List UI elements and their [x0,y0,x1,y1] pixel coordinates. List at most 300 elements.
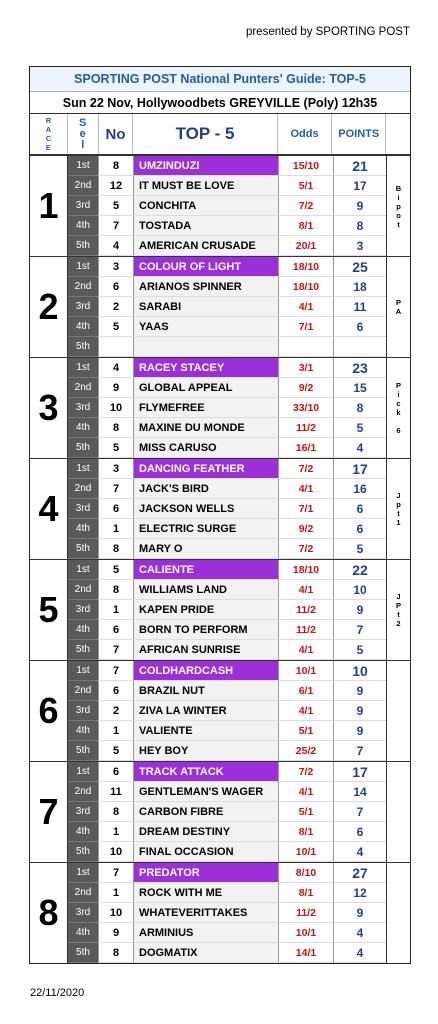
selection-number: 7 [98,216,134,236]
exotic-bet-label [386,560,410,660]
finish-position: 4th [68,822,98,842]
finish-position: 5th [68,236,98,256]
odds-value: 8/1 [278,216,334,236]
finish-position: 5th [68,539,98,559]
odds-value: 8/10 [278,863,334,883]
race-block [30,762,410,863]
finish-position: 2nd [68,176,98,196]
odds-value: 33/10 [278,398,334,418]
exotic-letter: t [397,610,400,619]
runner-row [68,701,386,721]
runner-row [68,317,386,337]
finish-position: 1st [68,459,98,479]
finish-position: 1st [68,156,98,176]
exotic-letter: c [396,399,401,408]
runner-row [68,398,386,418]
runner-row [68,337,386,357]
selection-number: 8 [98,802,134,822]
finish-position: 5th [68,438,98,458]
selection-number: 3 [98,459,134,479]
race-number: 7 [30,762,68,862]
points-value: 5 [334,539,386,559]
points-value: 17 [334,176,386,196]
exotic-letter: 6 [396,426,401,435]
selection-number: 7 [98,479,134,499]
race-number: 8 [30,863,68,963]
points-value: 3 [334,236,386,256]
exotic-bet-label [386,358,410,458]
finish-position: 5th [68,337,98,357]
selection-number: 2 [98,701,134,721]
odds-value: 15/10 [278,156,334,176]
horse-name: COLDHARDCASH [134,661,278,681]
odds-value: 5/1 [278,176,334,196]
runner-row [68,459,386,479]
finish-position: 2nd [68,479,98,499]
selection-number: 6 [98,681,134,701]
horse-name: WILLIAMS LAND [134,580,278,600]
odds-value: 7/1 [278,499,334,519]
runner-row [68,297,386,317]
exotic-bet-label [386,257,410,357]
finish-position: 2nd [68,782,98,802]
col-sel-header [68,114,98,154]
runner-row [68,620,386,640]
points-value: 9 [334,196,386,216]
points-value: 6 [334,822,386,842]
horse-name: WHATEVERITTAKES [134,903,278,923]
finish-position: 1st [68,358,98,378]
finish-position: 3rd [68,398,98,418]
points-value: 10 [334,580,386,600]
points-value: 9 [334,721,386,741]
exotic-bet-label [386,661,410,761]
horse-name: IT MUST BE LOVE [134,176,278,196]
runner-row [68,176,386,196]
exotic-letter: P [395,601,401,610]
finish-position: 3rd [68,499,98,519]
odds-value: 9/2 [278,519,334,539]
race-runners [68,863,386,963]
selection-number: 5 [98,438,134,458]
exotic-letter: i [397,192,400,202]
horse-name: AMERICAN CRUSADE [134,236,278,256]
runner-row [68,499,386,519]
finish-position: 3rd [68,600,98,620]
points-value: 14 [334,782,386,802]
points-value: 12 [334,883,386,903]
selection-number: 1 [98,822,134,842]
points-value: 17 [334,459,386,479]
runner-row [68,943,386,963]
col-points-header: POINTS [332,114,386,154]
finish-position: 2nd [68,277,98,297]
selection-number: 7 [98,661,134,681]
selection-number: 5 [98,560,134,580]
points-value: 7 [334,620,386,640]
horse-name: MARY O [134,539,278,559]
race-number: 3 [30,358,68,458]
finish-position: 3rd [68,196,98,216]
selection-number: 5 [98,317,134,337]
runner-row [68,661,386,681]
odds-value: 4/1 [278,479,334,499]
horse-name: COLOUR OF LIGHT [134,257,278,277]
col-odds-header: Odds [277,114,333,154]
exotic-letter: J [396,491,401,500]
selection-number: 7 [98,863,134,883]
race-number: 4 [30,459,68,559]
exotic-letter: i [397,390,400,399]
race-runners [68,257,386,357]
selection-number [98,337,134,357]
finish-position: 2nd [68,580,98,600]
runner-row [68,903,386,923]
points-value: 5 [334,640,386,660]
runner-row [68,378,386,398]
points-value: 9 [334,903,386,923]
odds-value: 18/10 [278,277,334,297]
horse-name: AFRICAN SUNRISE [134,640,278,660]
odds-value: 4/1 [278,782,334,802]
odds-value: 11/2 [278,418,334,438]
horse-name: RACEY STACEY [134,358,278,378]
odds-value [278,337,334,357]
points-value: 4 [334,923,386,943]
col-race-letter: A [45,125,52,134]
selection-number: 1 [98,883,134,903]
points-value: 15 [334,378,386,398]
finish-position: 3rd [68,297,98,317]
selection-number: 5 [98,741,134,761]
race-runners [68,560,386,660]
points-value: 25 [334,257,386,277]
horse-name: DOGMATIX [134,943,278,963]
race-runners [68,661,386,761]
race-block [30,358,410,459]
finish-position: 4th [68,216,98,236]
exotic-letter: o [396,210,401,220]
points-value [334,337,386,357]
horse-name: BORN TO PERFORM [134,620,278,640]
exotic-letter: 1 [396,518,401,527]
selection-number: 3 [98,257,134,277]
horse-name: JACK'S BIRD [134,479,278,499]
col-race-letter: R [45,116,52,125]
finish-position: 5th [68,842,98,862]
points-value: 22 [334,560,386,580]
horse-name: ARMINIUS [134,923,278,943]
selection-number: 2 [98,297,134,317]
odds-value: 18/10 [278,257,334,277]
horse-name: CARBON FIBRE [134,802,278,822]
horse-name: CALIENTE [134,560,278,580]
finish-position: 2nd [68,378,98,398]
col-no-header: No [98,114,134,154]
odds-value: 10/1 [278,661,334,681]
col-sel-letter: e [79,127,86,140]
exotic-letter: k [396,408,401,417]
horse-name: YAAS [134,317,278,337]
finish-position: 4th [68,317,98,337]
horse-name: JACKSON WELLS [134,499,278,519]
runner-row [68,822,386,842]
exotic-letter: t [397,509,400,518]
horse-name: TRACK ATTACK [134,762,278,782]
selection-number: 8 [98,539,134,559]
horse-name [134,337,278,357]
selection-number: 10 [98,842,134,862]
odds-value: 7/2 [278,459,334,479]
exotic-letter: 2 [396,619,401,628]
selection-number: 6 [98,620,134,640]
meeting-subtitle: Sun 22 Nov, Hollywoodbets GREYVILLE (Poly) 12h35 [30,92,410,114]
selection-number: 8 [98,156,134,176]
finish-position: 4th [68,923,98,943]
horse-name: HEY BOY [134,741,278,761]
odds-value: 20/1 [278,236,334,256]
race-block [30,459,410,560]
runner-row [68,216,386,236]
runner-row [68,539,386,559]
odds-value: 8/1 [278,883,334,903]
runner-row [68,580,386,600]
odds-value: 6/1 [278,681,334,701]
points-value: 5 [334,418,386,438]
odds-value: 4/1 [278,640,334,660]
selection-number: 9 [98,378,134,398]
points-value: 11 [334,297,386,317]
guide-title: SPORTING POST National Punters' Guide: TOP-5 [30,67,410,92]
points-value: 4 [334,842,386,862]
finish-position: 4th [68,620,98,640]
runner-row [68,519,386,539]
points-value: 4 [334,943,386,963]
odds-value: 11/2 [278,620,334,640]
race-runners [68,459,386,559]
selection-number: 10 [98,398,134,418]
selection-number: 8 [98,418,134,438]
runner-row [68,842,386,862]
runner-row [68,479,386,499]
horse-name: VALIENTE [134,721,278,741]
exotic-bet-label [386,156,410,256]
exotic-letter: P [395,381,401,390]
selection-number: 7 [98,640,134,660]
selection-number: 4 [98,358,134,378]
finish-position: 5th [68,943,98,963]
exotic-letter: A [395,307,402,316]
footer-date: 22/11/2020 [30,987,85,999]
race-number: 6 [30,661,68,761]
runner-row [68,438,386,458]
race-block [30,863,410,963]
points-value: 6 [334,519,386,539]
race-number: 2 [30,257,68,357]
col-sel-letter: S [79,116,87,129]
points-value: 9 [334,701,386,721]
finish-position: 2nd [68,883,98,903]
horse-name: ELECTRIC SURGE [134,519,278,539]
horse-name: TOSTADA [134,216,278,236]
finish-position: 3rd [68,903,98,923]
selection-number: 11 [98,782,134,802]
points-value: 7 [334,741,386,761]
odds-value: 7/1 [278,317,334,337]
finish-position: 1st [68,762,98,782]
selection-number: 8 [98,580,134,600]
odds-value: 11/2 [278,903,334,923]
runner-row [68,681,386,701]
race-runners [68,156,386,256]
horse-name: ROCK WITH ME [134,883,278,903]
col-race-letter: C [45,134,52,143]
odds-value: 7/2 [278,762,334,782]
odds-value: 10/1 [278,923,334,943]
horse-name: BRAZIL NUT [134,681,278,701]
finish-position: 1st [68,863,98,883]
points-value: 16 [334,479,386,499]
col-top5-header: TOP - 5 [175,124,235,143]
horse-name: FLYMEFREE [134,398,278,418]
selection-number: 6 [98,762,134,782]
horse-name: GENTLEMAN'S WAGER [134,782,278,802]
horse-name: KAPEN PRIDE [134,600,278,620]
selection-number: 1 [98,600,134,620]
runner-row [68,923,386,943]
race-number: 5 [30,560,68,660]
runner-row [68,600,386,620]
odds-value: 18/10 [278,560,334,580]
race-runners [68,358,386,458]
points-value: 10 [334,661,386,681]
selection-number: 8 [98,943,134,963]
selection-number: 1 [98,519,134,539]
odds-value: 5/1 [278,802,334,822]
exotic-letter: p [396,500,401,509]
finish-position: 3rd [68,802,98,822]
horse-name: FINAL OCCASION [134,842,278,862]
points-value: 9 [334,600,386,620]
points-value: 23 [334,358,386,378]
finish-position: 1st [68,661,98,681]
runner-row [68,277,386,297]
selection-number: 1 [98,721,134,741]
finish-position: 3rd [68,701,98,721]
race-block [30,661,410,762]
race-block [30,156,410,257]
points-value: 4 [334,438,386,458]
points-value: 8 [334,398,386,418]
points-value: 17 [334,762,386,782]
exotic-letter: p [396,201,401,211]
selection-number: 5 [98,196,134,216]
odds-value: 14/1 [278,943,334,963]
finish-position: 4th [68,418,98,438]
exotic-letter: J [396,592,401,601]
horse-name: UMZINDUZI [134,156,278,176]
odds-value: 5/1 [278,721,334,741]
odds-value: 9/2 [278,378,334,398]
horse-name: ZIVA LA WINTER [134,701,278,721]
odds-value: 11/2 [278,600,334,620]
points-value: 18 [334,277,386,297]
odds-value: 8/1 [278,822,334,842]
horse-name: DANCING FEATHER [134,459,278,479]
runner-row [68,741,386,761]
selection-number: 12 [98,176,134,196]
runner-row [68,358,386,378]
points-value: 6 [334,317,386,337]
selection-number: 6 [98,277,134,297]
runner-row [68,196,386,216]
runner-row [68,721,386,741]
finish-position: 4th [68,519,98,539]
runner-row [68,782,386,802]
odds-value: 4/1 [278,297,334,317]
points-value: 21 [334,156,386,176]
horse-name: GLOBAL APPEAL [134,378,278,398]
points-value: 27 [334,863,386,883]
col-sel-letter: l [81,138,85,151]
runner-row [68,236,386,256]
points-value: 9 [334,681,386,701]
horse-name: PREDATOR [134,863,278,883]
exotic-letter: P [395,298,401,307]
col-exotic-header [386,114,410,154]
selection-number: 9 [98,923,134,943]
runner-row [68,802,386,822]
odds-value: 4/1 [278,580,334,600]
runner-row [68,257,386,277]
horse-name: ARIANOS SPINNER [134,277,278,297]
exotic-bet-label [386,459,410,559]
points-value: 6 [334,499,386,519]
horse-name: CONCHITA [134,196,278,216]
horse-name: DREAM DESTINY [134,822,278,842]
race-number: 1 [30,156,68,256]
exotic-bet-label [386,762,410,862]
odds-value: 3/1 [278,358,334,378]
horse-name: MAXINE DU MONDE [134,418,278,438]
exotic-letter: t [397,219,400,229]
runner-row [68,762,386,782]
exotic-letter: B [395,183,402,193]
race-runners [68,762,386,862]
runner-row [68,640,386,660]
runner-row [68,883,386,903]
finish-position: 5th [68,640,98,660]
col-race-header [30,114,68,154]
finish-position: 5th [68,741,98,761]
points-value: 8 [334,216,386,236]
runner-row [68,156,386,176]
selection-number: 6 [98,499,134,519]
odds-value: 25/2 [278,741,334,761]
runner-row [68,863,386,883]
horse-name: SARABI [134,297,278,317]
finish-position: 1st [68,560,98,580]
presented-by: presented by SPORTING POST [245,26,410,38]
odds-value: 10/1 [278,842,334,862]
top5-guide-card [29,66,411,964]
column-header-row [30,114,410,156]
odds-value: 7/2 [278,539,334,559]
runner-row [68,418,386,438]
odds-value: 4/1 [278,701,334,721]
runner-row [68,560,386,580]
finish-position: 4th [68,721,98,741]
